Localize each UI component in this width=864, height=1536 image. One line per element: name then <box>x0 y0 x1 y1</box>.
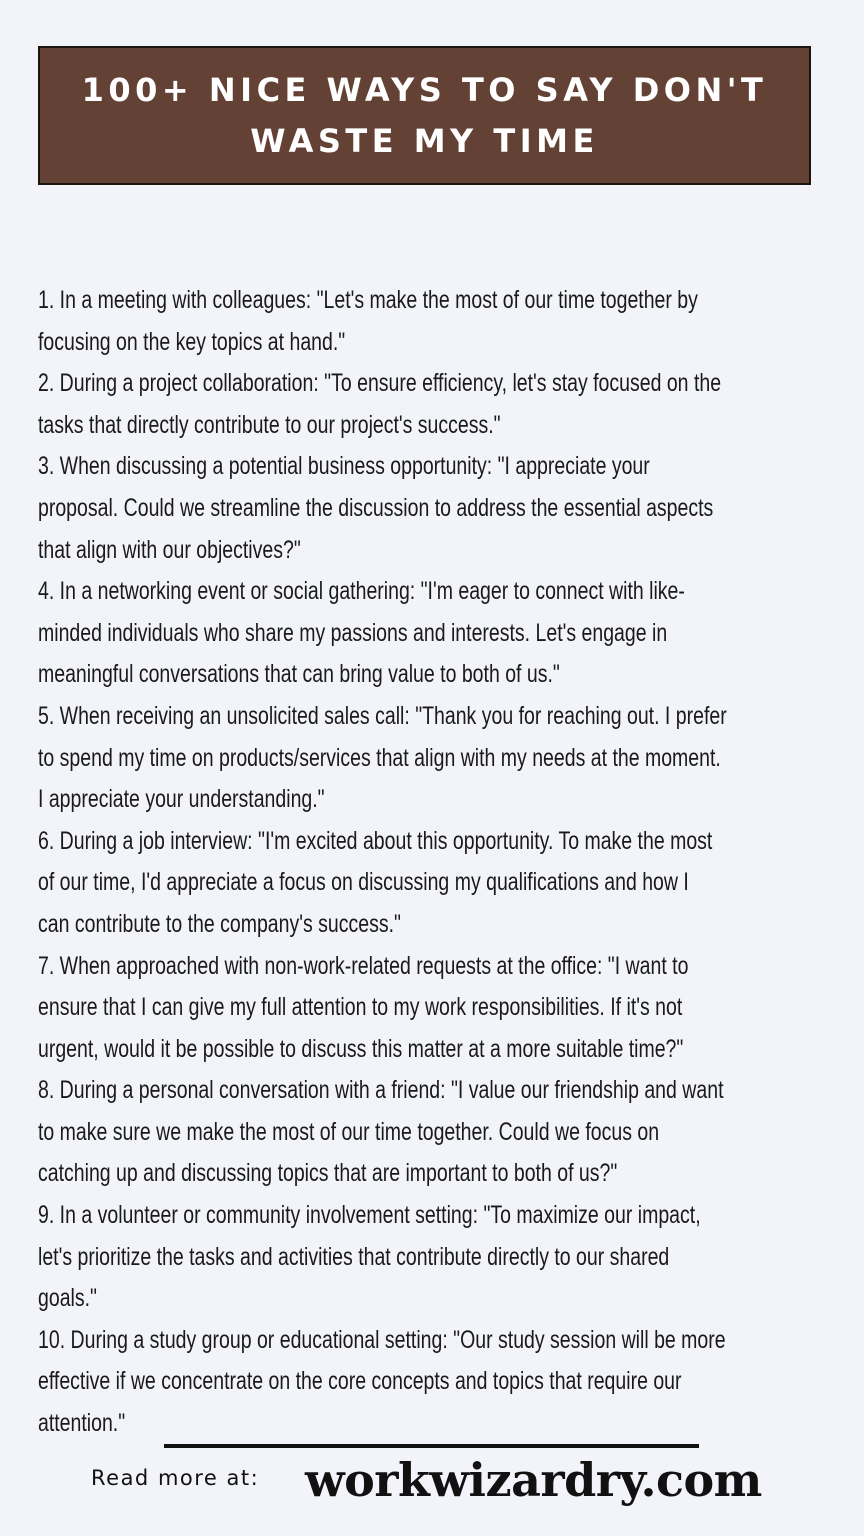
list-item-line: of our time, I'd appreciate a focus on discussing my qualifications and how I <box>38 868 689 897</box>
site-link[interactable]: workwizardry.com <box>305 1453 762 1507</box>
list-item-line: focusing on the key topics at hand." <box>38 327 346 356</box>
list-item-line: can contribute to the company's success." <box>38 909 401 938</box>
footer-divider <box>164 1444 699 1448</box>
read-more-label: Read more at: <box>91 1466 260 1490</box>
list-item <box>38 571 858 696</box>
list-item-line: 1. In a meeting with colleagues: "Let's make the most of our time together by <box>38 286 698 314</box>
list-item-line: attention." <box>38 1409 126 1438</box>
list-item-line: I appreciate your understanding." <box>38 785 325 814</box>
list-item <box>38 1320 858 1445</box>
list-item <box>38 446 858 571</box>
list-item-line: tasks that directly contribute to our project's success." <box>38 410 501 439</box>
page-title-line-2: WASTE MY TIME <box>250 121 599 160</box>
list-item-line: 7. When approached with non-work-related requests at the office: "I want to <box>38 951 689 980</box>
list-item <box>38 363 858 446</box>
list-item-line: 6. During a job interview: "I'm excited about this opportunity. To make the most <box>38 826 713 855</box>
phrases-list <box>38 280 858 1445</box>
list-item <box>38 821 858 946</box>
list-item-line: to spend my time on products/services that align with my needs at the moment. <box>38 743 721 772</box>
list-item-line: 3. When discussing a potential business opportunity: "I appreciate your <box>38 452 650 481</box>
list-item-line: goals." <box>38 1284 97 1313</box>
list-item-line: ensure that I can give my full attention to my work responsibilities. If it's not <box>38 993 683 1022</box>
list-item-line: proposal. Could we streamline the discussion to address the essential aspects <box>38 493 714 522</box>
list-item-line: 8. During a personal conversation with a friend: "I value our friendship and want <box>38 1076 724 1105</box>
list-item-line: meaningful conversations that can bring value to both of us." <box>38 660 560 689</box>
list-item-line: effective if we concentrate on the core concepts and topics that require our <box>38 1367 682 1396</box>
list-item-line: 5. When receiving an unsolicited sales call: "Thank you for reaching out. I prefer <box>38 701 727 730</box>
title-banner <box>38 46 811 185</box>
list-item-line: minded individuals who share my passions and interests. Let's engage in <box>38 618 668 647</box>
list-item-line: 9. In a volunteer or community involvement setting: "To maximize our impact, <box>38 1201 701 1230</box>
list-item <box>38 696 858 821</box>
list-item <box>38 1195 858 1320</box>
list-item-line: 2. During a project collaboration: "To ensure efficiency, let's stay focused on the <box>38 369 722 398</box>
list-item-line: let's prioritize the tasks and activities that contribute directly to our shared <box>38 1242 670 1271</box>
list-item-line: 4. In a networking event or social gathering: "I'm eager to connect with like- <box>38 577 685 606</box>
list-item-line: to make sure we make the most of our time together. Could we focus on <box>38 1117 660 1146</box>
list-item-line: catching up and discussing topics that are important to both of us?" <box>38 1159 618 1188</box>
list-item <box>38 280 858 363</box>
list-item-line: 10. During a study group or educational setting: "Our study session will be more <box>38 1325 726 1354</box>
list-item <box>38 946 858 1071</box>
list-item-line: that align with our objectives?" <box>38 535 301 564</box>
page-title-line-1: 100+ NICE WAYS TO SAY DON'T <box>81 70 768 109</box>
list-item-line: urgent, would it be possible to discuss this matter at a more suitable time?" <box>38 1034 684 1063</box>
list-item <box>38 1070 858 1195</box>
